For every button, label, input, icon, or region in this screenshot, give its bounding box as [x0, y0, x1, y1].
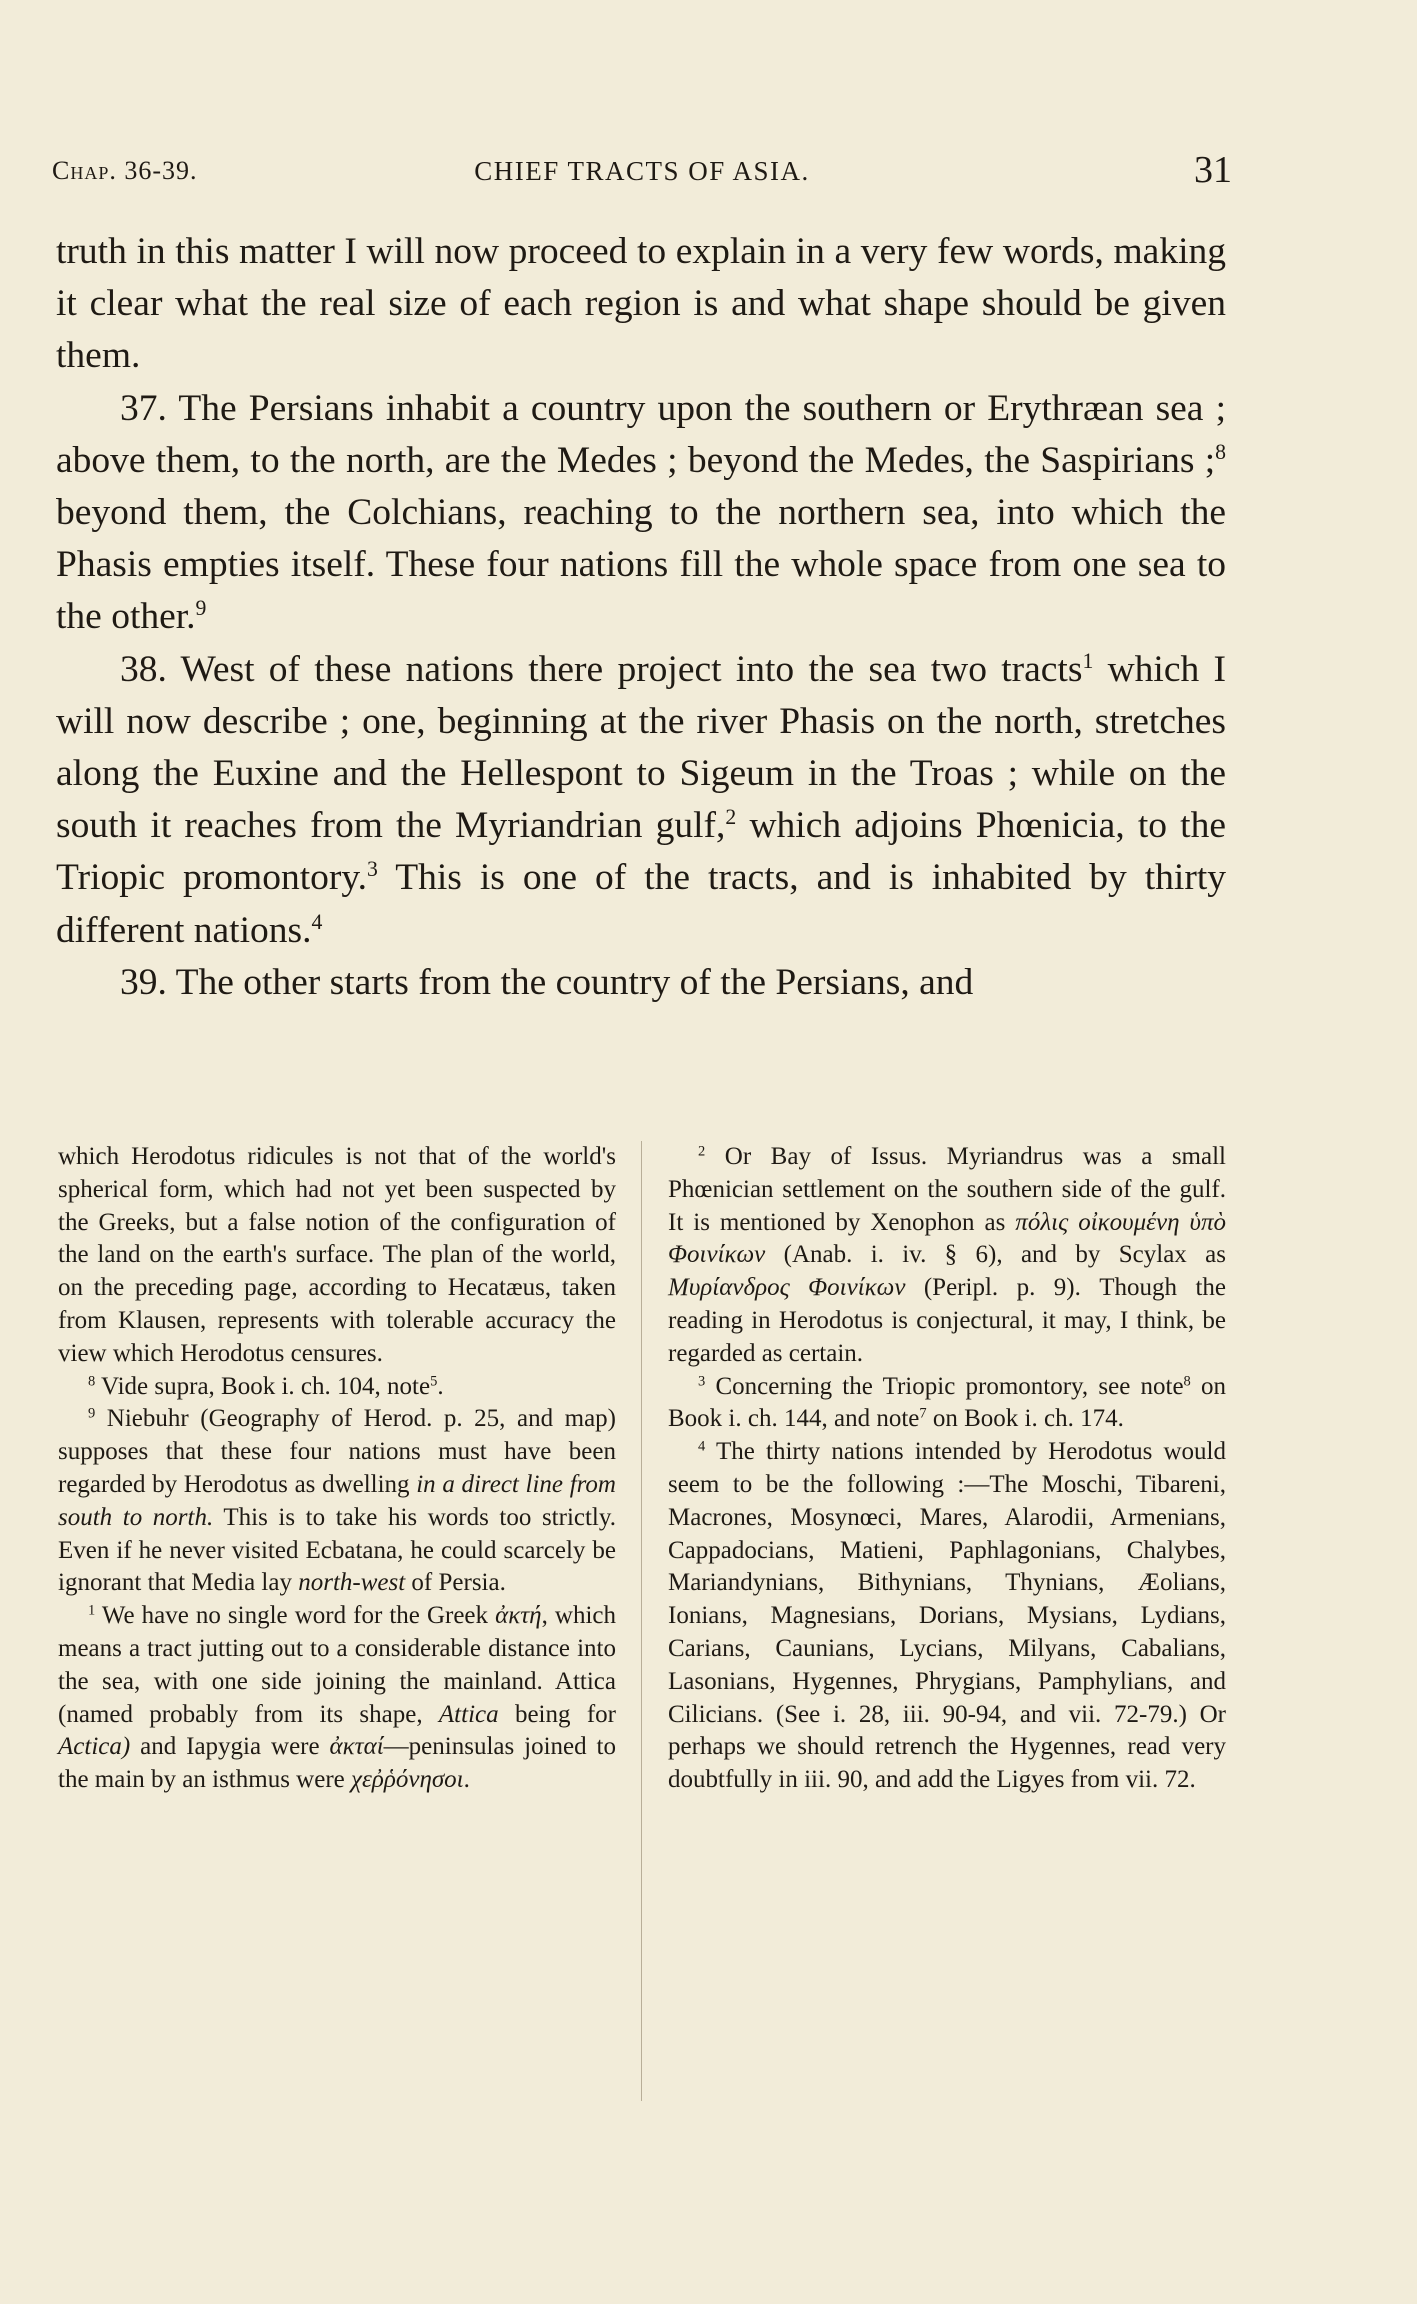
column-divider: [641, 1141, 642, 2101]
page-number: 31: [1194, 149, 1232, 191]
footnote-ref-2[interactable]: 2: [725, 805, 737, 830]
footnote-ref-4[interactable]: 4: [311, 909, 323, 934]
footnote-1: $^1$ We have no single word for the Greek ἀκτή, which means a tract jutting out to a considerable distance into the sea, with one side joining the mainland. Attica (named probably from its shape, Attica being for Actica) and Iapygia were ἀκταί—peninsulas joined to the main by an isthmus were χεῤῥόνησοι.: [58, 1602, 616, 1794]
footnotes-left-column: [58, 1141, 616, 1797]
running-header: [52, 148, 1232, 192]
footnote-ref-9[interactable]: 9: [195, 596, 207, 621]
footnote-9: $^9$ Niebuhr (Geography of Herod. p. 25, and map) supposes that these four nations must have been regarded by Herodotus as dwelling in a direct line from south to north. This is to take his words too strictly. Even if he never visited Ecbatana, he could scarcely be ignorant that Media lay north-west of Persia.: [58, 1405, 617, 1597]
paragraph-continuation: truth in this matter I will now proceed to explain in a very few words, making it clear what the real size of each region is and what shape should be given them.: [56, 231, 1226, 377]
chapter-reference: Chap. 36-39.: [52, 156, 198, 185]
paragraph-37: 37. The Persians inhabit a country upon the southern or Erythræan sea ; above them, to the north, are the Medes ; beyond the Medes, the Saspirians ;$^8$ beyond them, the Colchians, reaching to the northern sea, into which the Phasis empties itself. These four nations fill the whole space from one sea to the other.$^9$: [56, 387, 1226, 638]
footnote-ref-8[interactable]: 8: [1215, 439, 1226, 464]
main-text: [56, 226, 1226, 1009]
footnotes-right-column: [668, 1141, 1226, 1797]
paragraph-39: 39. The other starts from the country of the Persians, and: [120, 961, 974, 1003]
footnote-3: $^3$ Concerning the Triopic promontory, see note$^8$ on Book i. ch. 144, and note$^7$ on Book i. ch. 174.: [668, 1372, 1226, 1433]
page-title: CHIEF TRACTS OF ASIA.: [474, 156, 810, 186]
footnote-ref-3[interactable]: 3: [367, 857, 378, 882]
paragraph-38: 38. West of these nations there project into the sea two tracts$^1$ which I will now describe ; one, beginning at the river Phasis on the north, stretches along the Euxine and the Hellespont to Sigeum in the Troas ; while on the south it reaches from the Myriandrian gulf,$^2$ which adjoins Phœnicia, to the Triopic promontory.$^3$ This is one of the tracts, and is inhabited by thirty different nations.$^4$: [56, 648, 1226, 951]
footnote-ref-1[interactable]: 1: [1082, 648, 1094, 673]
footnote-4: $^4$ The thirty nations intended by Herodotus would seem to be the following :—The Moschi, Tibareni, Macrones, Mosynœci, Mares, Alarodii, Armenians, Cappadocians, Matieni, Paphlagonians, Chalybes, Mariandynians, Bithynians, Thynians, Æolians, Ionians, Magnesians, Dorians, Mysians, Lydians, Carians, Caunians, Lycians, Milyans, Cabalians, Lasonians, Hygennes, Phrygians, Pamphylians, and Cilicians. (See i. 28, iii. 90-94, and vii. 72-79.) Or perhaps we should retrench the Hygennes, read very doubtfully in iii. 90, and add the Ligyes from vii. 72.: [668, 1438, 1226, 1794]
footnote-2: $^2$ Or Bay of Issus. Myriandrus was a small Phœnician settlement on the southern side of the gulf. It is mentioned by Xenophon as πόλις οἰκουμένη ὑπὸ Φοινίκων (Anab. i. iv. § 6), and by Scylax as Μυρίανδρος Φοινίκων (Peripl. p. 9). Though the reading in Herodotus is conjectural, it may, I think, be regarded as certain.: [668, 1143, 1227, 1367]
footnote-continued: which Herodotus ridicules is not that of the world's spherical form, which had not yet been suspected by the Greeks, but a false notion of the configuration of the land on the earth's surface. The plan of the world, on the preceding page, according to Hecatæus, taken from Klausen, represents with tolerable accuracy the view which Herodotus censures.: [58, 1143, 616, 1367]
footnote-8: $^8$ Vide supra, Book i. ch. 104, note$^5$.: [88, 1372, 444, 1400]
